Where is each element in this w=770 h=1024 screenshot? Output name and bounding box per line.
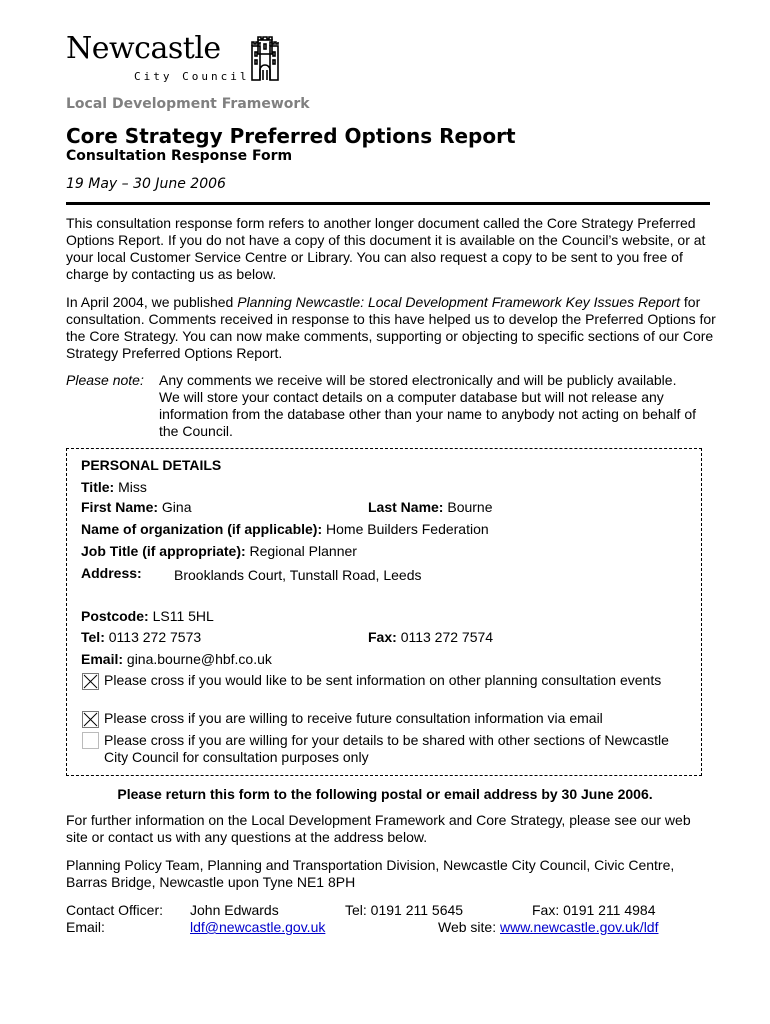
tel-field: Tel: 0113 272 7573	[81, 629, 202, 645]
contact-officer-label: Contact Officer:	[66, 902, 164, 918]
web-site-row	[438, 919, 658, 936]
page-subtitle: Consultation Response Form	[66, 148, 293, 164]
castle-icon	[248, 36, 282, 86]
first-name-field: First Name: Gina	[81, 499, 192, 515]
postcode-value[interactable]: LS11 5HL	[152, 608, 214, 624]
title-field: Title: Miss	[81, 479, 147, 495]
first-name-value[interactable]: Gina	[161, 499, 192, 515]
email-value[interactable]: gina.bourne@hbf.co.uk	[126, 651, 272, 667]
address-value[interactable]: Brooklands Court, Tunstall Road, Leeds	[174, 567, 422, 583]
share-details-checkbox[interactable]	[82, 732, 99, 749]
contact-email-label: Email:	[66, 919, 105, 935]
return-instruction: Please return this form to the following postal or email address by 30 June 2006.	[117, 786, 653, 802]
note-label: Please note:	[66, 372, 144, 388]
last-name-value[interactable]: Bourne	[447, 499, 493, 515]
consultation-events-label: Please cross if you would like to be sent information on other planning consultation events	[104, 672, 662, 688]
contact-officer-name: John Edwards	[190, 902, 279, 918]
last-name-field: Last Name: Bourne	[368, 499, 493, 515]
section-label: Local Development Framework	[66, 96, 310, 112]
logo-subtitle: City Council	[134, 70, 250, 83]
email-consultation-checkbox[interactable]	[82, 711, 99, 728]
job-title-field: Job Title (if appropriate): Regional Planner	[81, 543, 357, 559]
history-paragraph: In April 2004, we published Planning Newcastle: Local Development Framework Key Issues Report for consultation. Comments received in response to this have helped us to develop the Preferred Options for the Core Strategy. You can now make comments, supporting or objecting to specific sections of our Core Strategy Preferred Options Report.	[66, 294, 716, 361]
note-text: Any comments we receive will be stored electronically and will be publicly available. We will store your contact details on a computer database but will not release any information from the database other than your name to anybody not acting on behalf of the Council.	[159, 372, 697, 439]
report-title: Planning Newcastle: Local Development Framework Key Issues Report	[237, 294, 680, 310]
title-value[interactable]: Miss	[118, 479, 147, 495]
fax-field: Fax: 0113 272 7574	[368, 629, 494, 645]
email-field: Email: gina.bourne@hbf.co.uk	[81, 651, 272, 667]
consultation-events-checkbox[interactable]	[82, 673, 99, 690]
tel-value[interactable]: 0113 272 7573	[108, 629, 202, 645]
fax-value[interactable]: 0113 272 7574	[400, 629, 494, 645]
contact-fax: Fax: 0191 211 4984	[532, 902, 656, 918]
intro-paragraph: This consultation response form refers to another longer document called the Core Strategy Preferred Options Report. If you do not have a copy of this document it is available on the Council’s website, or at your local Customer Service Centre or Library. You can also request a copy to be sent to you free of charge by contacting us as below.	[66, 215, 706, 282]
postal-address: Planning Policy Team, Planning and Transportation Division, Newcastle City Council, Civic Centre, Barras Bridge, Newcastle upon Tyne NE1 8PH	[66, 857, 675, 890]
web-site-label: Web site:	[438, 919, 497, 935]
contact-tel: Tel: 0191 211 5645	[345, 902, 464, 918]
email-consultation-label: Please cross if you are willing to receive future consultation information via email	[104, 710, 603, 726]
organization-value[interactable]: Home Builders Federation	[326, 521, 489, 537]
page-title: Core Strategy Preferred Options Report	[66, 124, 516, 148]
organization-field: Name of organization (if applicable): Home Builders Federation	[81, 521, 489, 537]
further-info-paragraph: For further information on the Local Development Framework and Core Strategy, please see our web site or contact us with any questions at the address below.	[66, 812, 691, 845]
logo-wordmark: Newcastle	[66, 31, 221, 66]
address-label: Address:	[81, 565, 142, 581]
job-title-value[interactable]: Regional Planner	[249, 543, 357, 559]
personal-details-heading: PERSONAL DETAILS	[81, 457, 222, 473]
contact-email-link[interactable]: ldf@newcastle.gov.uk	[190, 919, 326, 935]
council-logo	[66, 32, 286, 84]
header-divider	[66, 202, 710, 205]
consultation-dates: 19 May – 30 June 2006	[66, 176, 226, 192]
web-site-link[interactable]: www.newcastle.gov.uk/ldf	[500, 919, 659, 935]
postcode-field: Postcode: LS11 5HL	[81, 608, 214, 624]
share-details-label: Please cross if you are willing for your details to be shared with other sections of Newcastle City Council for consultation purposes only	[104, 732, 669, 765]
